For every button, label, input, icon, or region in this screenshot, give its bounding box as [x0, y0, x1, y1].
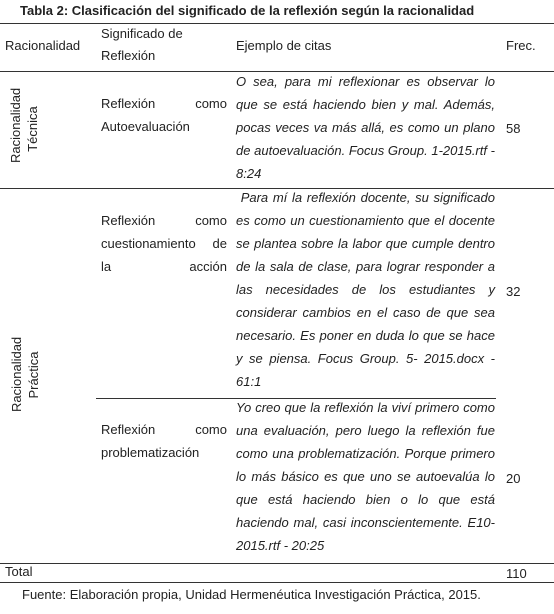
frec-problematizacion: 20	[506, 471, 521, 486]
significado-cuestionamiento: Reflexión como cuestionamiento de la acción	[101, 213, 227, 274]
cita-autoevaluacion: O sea, para mi reflexionar es observar lo que se está haciendo bien y mal. Además, pocas veces va más allá, es como un plano de autoevaluación. Focus Group. 1-2015.rtf - 8:24	[236, 74, 495, 181]
header-ejemplo: Ejemplo de citas	[236, 38, 332, 53]
header-frec: Frec.	[506, 38, 536, 53]
table-caption: Tabla 2: Clasificación del significado de la reflexión según la racionalidad	[20, 3, 475, 18]
header-significado: Significado de Reflexión	[101, 26, 183, 63]
header-racionalidad: Racionalidad	[5, 38, 81, 53]
table-bottom-rule	[0, 582, 554, 583]
total-value: 110	[506, 566, 527, 581]
table-source: Fuente: Elaboración propia, Unidad Hermenéutica Investigación Práctica, 2015.	[22, 587, 481, 602]
cita-problematizacion: Yo creo que la reflexión la viví primero como una evaluación, pero luego la reflexión fue como una problematización. Porque primero lo más básico es que uno se autoevalúa lo que está haciendo bien o lo que está haciendo mal, casi inconscientemente. E10-2015.rtf - 20:25	[236, 400, 495, 553]
total-top-rule	[0, 563, 554, 564]
significado-problematizacion: Reflexión como problematización	[101, 422, 227, 460]
racionalidad-tecnica-label: Racionalidad Técnica	[8, 87, 40, 163]
frec-autoevaluacion: 58	[506, 121, 521, 136]
racionalidad-practica-label: Racionalidad Práctica	[9, 336, 41, 412]
significado-autoevaluacion: Reflexión como Autoevaluación	[101, 96, 227, 134]
frec-cuestionamiento: 32	[506, 284, 521, 299]
table-top-rule	[0, 23, 554, 24]
cita-cuestionamiento: Para mí la reflexión docente, su significado es como un cuestionamiento que el docente se plantea sobre la labor que cumple dentro de la sala de clase, para lograr responder a las necesidades de los estudiantes y considerar cambios en el caso de que sea necesario. Es poner en duda lo que se hace y se piensa. Focus Group. 5- 2015.docx - 61:1	[236, 190, 499, 389]
total-label: Total	[5, 564, 33, 579]
